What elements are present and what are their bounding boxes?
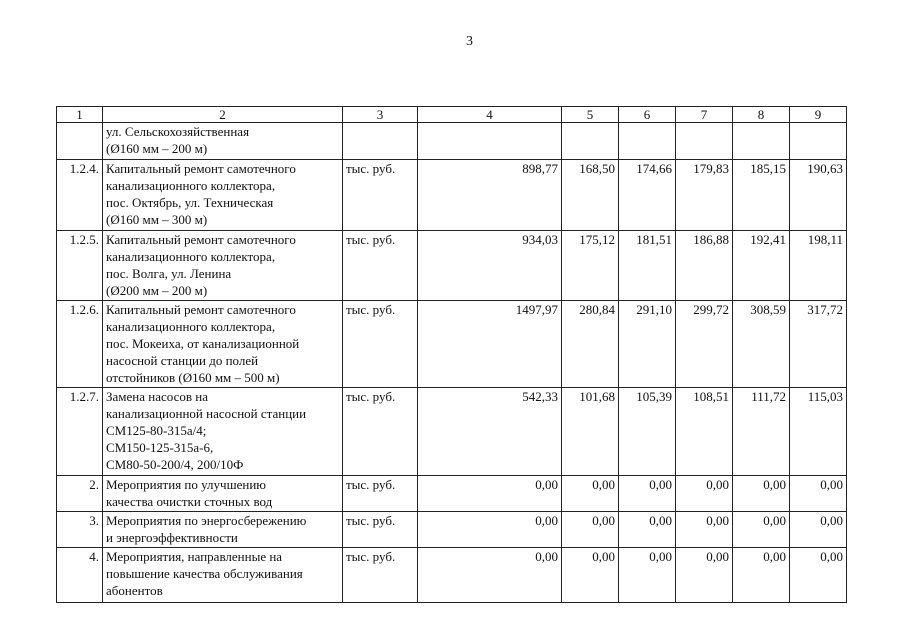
item-year-value: 186,88 — [676, 231, 733, 301]
column-header: 6 — [619, 107, 676, 123]
item-year-value: 0,00 — [676, 512, 733, 548]
item-year-value: 0,00 — [619, 476, 676, 512]
item-unit: тыс. руб. — [343, 476, 418, 512]
page-number: 3 — [466, 34, 473, 49]
item-year-value — [676, 123, 733, 160]
item-year-value — [733, 123, 790, 160]
column-header: 9 — [790, 107, 847, 123]
item-unit: тыс. руб. — [343, 231, 418, 301]
item-year-value: 317,72 — [790, 301, 847, 388]
item-number: 2. — [57, 476, 103, 512]
item-number: 1.2.5. — [57, 231, 103, 301]
item-number: 3. — [57, 512, 103, 548]
column-header: 5 — [562, 107, 619, 123]
item-description: Капитальный ремонт самотечного канализационного коллектора, пос. Октябрь, ул. Техническая (Ø160 мм – 300 м) — [103, 160, 343, 231]
item-description: Мероприятия по улучшению качества очистки сточных вод — [103, 476, 343, 512]
item-year-value: 0,00 — [733, 476, 790, 512]
item-year-value: 0,00 — [790, 512, 847, 548]
item-year-value: 174,66 — [619, 160, 676, 231]
column-header: 7 — [676, 107, 733, 123]
item-year-value: 0,00 — [676, 476, 733, 512]
table-row — [57, 123, 847, 160]
table-row — [57, 160, 847, 231]
item-year-value — [790, 123, 847, 160]
item-unit: тыс. руб. — [343, 301, 418, 388]
table-header-row — [57, 107, 847, 123]
item-year-value: 291,10 — [619, 301, 676, 388]
item-year-value: 0,00 — [790, 476, 847, 512]
item-year-value: 111,72 — [733, 388, 790, 476]
item-description: Мероприятия по энергосбережению и энергоэффективности — [103, 512, 343, 548]
table-row — [57, 231, 847, 301]
item-year-value: 0,00 — [733, 548, 790, 603]
item-description: Капитальный ремонт самотечного канализационного коллектора, пос. Мокеиха, от канализационной насосной станции до полей отстойников (Ø160 мм – 500 м) — [103, 301, 343, 388]
item-year-value: 0,00 — [619, 548, 676, 603]
item-year-value: 192,41 — [733, 231, 790, 301]
item-total: 0,00 — [418, 476, 562, 512]
item-total: 1497,97 — [418, 301, 562, 388]
item-total: 0,00 — [418, 512, 562, 548]
item-total: 0,00 — [418, 548, 562, 603]
item-unit: тыс. руб. — [343, 548, 418, 603]
item-number: 1.2.7. — [57, 388, 103, 476]
table-row — [57, 548, 847, 603]
item-year-value: 198,11 — [790, 231, 847, 301]
item-year-value: 280,84 — [562, 301, 619, 388]
item-year-value: 105,39 — [619, 388, 676, 476]
item-year-value: 299,72 — [676, 301, 733, 388]
item-total — [418, 123, 562, 160]
table-row — [57, 388, 847, 476]
item-year-value: 0,00 — [790, 548, 847, 603]
column-header: 8 — [733, 107, 790, 123]
column-header: 4 — [418, 107, 562, 123]
item-year-value: 0,00 — [562, 476, 619, 512]
item-year-value: 181,51 — [619, 231, 676, 301]
table-row — [57, 512, 847, 548]
item-total: 542,33 — [418, 388, 562, 476]
item-year-value: 0,00 — [619, 512, 676, 548]
item-number — [57, 123, 103, 160]
item-year-value: 179,83 — [676, 160, 733, 231]
item-year-value: 0,00 — [562, 512, 619, 548]
item-year-value: 101,68 — [562, 388, 619, 476]
item-number: 4. — [57, 548, 103, 603]
item-year-value: 168,50 — [562, 160, 619, 231]
item-year-value: 308,59 — [733, 301, 790, 388]
item-year-value: 115,03 — [790, 388, 847, 476]
item-description: ул. Сельскохозяйственная (Ø160 мм – 200 м) — [103, 123, 343, 160]
column-header: 2 — [103, 107, 343, 123]
measures-table — [56, 106, 847, 603]
item-description: Капитальный ремонт самотечного канализационного коллектора, пос. Волга, ул. Ленина (Ø200 мм – 200 м) — [103, 231, 343, 301]
item-number: 1.2.4. — [57, 160, 103, 231]
item-year-value: 0,00 — [676, 548, 733, 603]
item-year-value: 190,63 — [790, 160, 847, 231]
item-unit: тыс. руб. — [343, 160, 418, 231]
item-total: 898,77 — [418, 160, 562, 231]
item-year-value: 175,12 — [562, 231, 619, 301]
item-year-value — [562, 123, 619, 160]
item-unit: тыс. руб. — [343, 512, 418, 548]
column-header: 3 — [343, 107, 418, 123]
item-year-value: 0,00 — [733, 512, 790, 548]
item-description: Замена насосов на канализационной насосной станции СМ125-80-315а/4; СМ150-125-315а-6, СМ80-50-200/4, 200/10Ф — [103, 388, 343, 476]
item-unit — [343, 123, 418, 160]
item-year-value — [619, 123, 676, 160]
item-year-value: 0,00 — [562, 548, 619, 603]
item-year-value: 108,51 — [676, 388, 733, 476]
item-unit: тыс. руб. — [343, 388, 418, 476]
column-header: 1 — [57, 107, 103, 123]
item-total: 934,03 — [418, 231, 562, 301]
table-row — [57, 301, 847, 388]
table-row — [57, 476, 847, 512]
item-number: 1.2.6. — [57, 301, 103, 388]
item-year-value: 185,15 — [733, 160, 790, 231]
item-description: Мероприятия, направленные на повышение качества обслуживания абонентов — [103, 548, 343, 603]
